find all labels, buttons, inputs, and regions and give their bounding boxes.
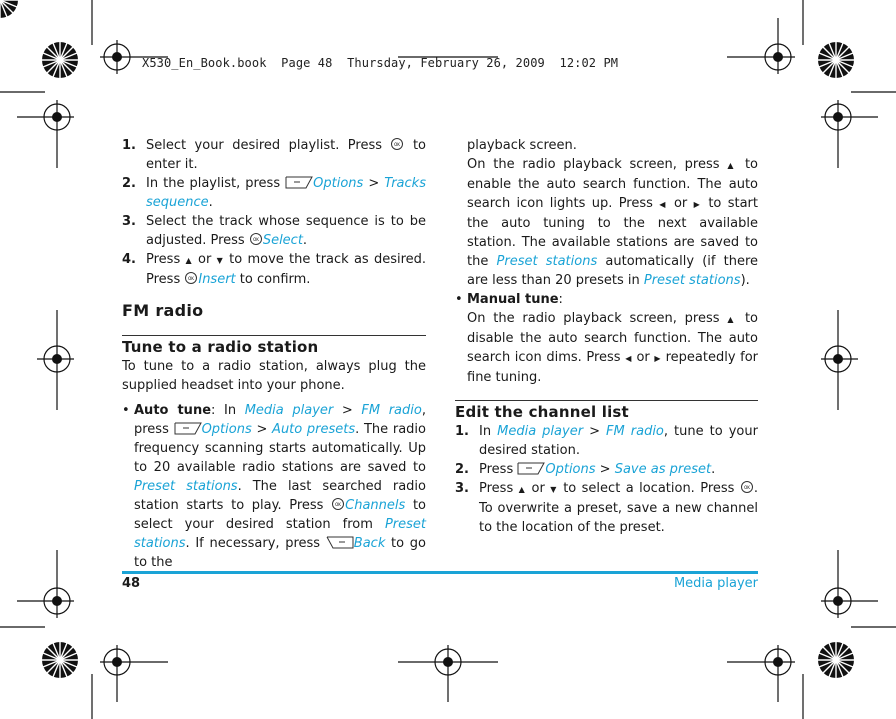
print-slug: X530_En_Book.book Page 48 Thursday, February 26, 2009 12:02 PM [142, 56, 619, 70]
manual-tune-bullet: • Manual tune: [455, 292, 563, 307]
auto-tune-bullet: • Auto tune: In Media player > FM radio, press Options > Auto presets. The radio frequency scanning starts automatically. Up to 20 available radio stations are saved to Preset stations. The last searched radio station starts to play. Press OK Channels to select your desired station from Preset stations. If necessary, press Back to go to the [122, 403, 426, 570]
step-3: 3. Select the track whose sequence is to be adjusted. Press OK Select. [122, 214, 426, 248]
step-1: 1. Select your desired playlist. Press OK to enter it. [122, 138, 426, 172]
edit-channel-heading: Edit the channel list [455, 400, 758, 422]
step-4: 4. Press ▲ or ▼ to move the track as desired. Press OK Insert to confirm. [122, 252, 427, 287]
edit-step-1: 1. In Media player > FM radio, tune to your desired station. [455, 424, 758, 458]
up-key-icon: ▲ [727, 161, 738, 170]
fm-radio-heading: FM radio [122, 301, 204, 320]
svg-text:OK: OK [252, 237, 259, 242]
page-number: 48 [122, 576, 141, 591]
right-column [455, 136, 758, 537]
step-number: 1. [122, 138, 136, 153]
up-key-icon: ▲ [185, 256, 193, 265]
manual-tune-detail: On the radio playback screen, press ▲ to disable the auto search function. The auto search icon dims. Press ◀ or ▶ repeatedly for fine tuning. [467, 311, 758, 385]
footer-rule [122, 571, 758, 574]
step-2: 2. In the playlist, press Options > Tracks sequence. [122, 176, 426, 210]
tune-intro: To tune to a radio station, always plug the supplied headset into your phone. [122, 359, 426, 393]
left-softkey-icon [174, 421, 202, 435]
svg-text:OK: OK [335, 502, 342, 507]
up-key-icon: ▲ [727, 315, 738, 324]
left-column [122, 136, 426, 572]
edit-step-3: 3. Press ▲ or ▼ to select a location. Press OK . To overwrite a preset, save a new channel to the location of the preset. [455, 481, 759, 535]
right-key-icon: ▶ [654, 354, 661, 363]
ok-key-icon [184, 271, 198, 285]
right-key-icon: ▶ [693, 200, 702, 209]
right-softkey-icon [326, 535, 354, 549]
tune-heading: Tune to a radio station [122, 335, 426, 357]
left-softkey-icon [517, 461, 545, 475]
svg-text:OK: OK [744, 485, 750, 490]
up-key-icon: ▲ [518, 485, 527, 494]
left-softkey-icon [285, 175, 313, 189]
continued-text: playback screen. [467, 138, 577, 153]
ok-key-icon [249, 232, 263, 246]
svg-text:OK: OK [394, 142, 401, 147]
section-title: Media player [673, 576, 758, 591]
ok-key-icon [740, 480, 754, 494]
down-key-icon: ▼ [216, 256, 224, 265]
svg-text:OK: OK [188, 276, 195, 281]
down-key-icon: ▼ [550, 485, 558, 494]
left-key-icon: ◀ [625, 354, 632, 363]
auto-tune-detail: On the radio playback screen, press ▲ to enable the auto search function. The auto search icon lights up. Press ◀ or ▶ to start the auto tuning to the next available station. The available stations are saved to the Preset stations automatically (if there are less than 20 presets in Preset stations). [467, 157, 759, 288]
left-key-icon: ◀ [659, 200, 668, 209]
edit-step-2: 2. Press Options > Save as preset. [455, 462, 716, 477]
ok-key-icon [331, 497, 345, 511]
ok-key-icon [390, 137, 404, 151]
